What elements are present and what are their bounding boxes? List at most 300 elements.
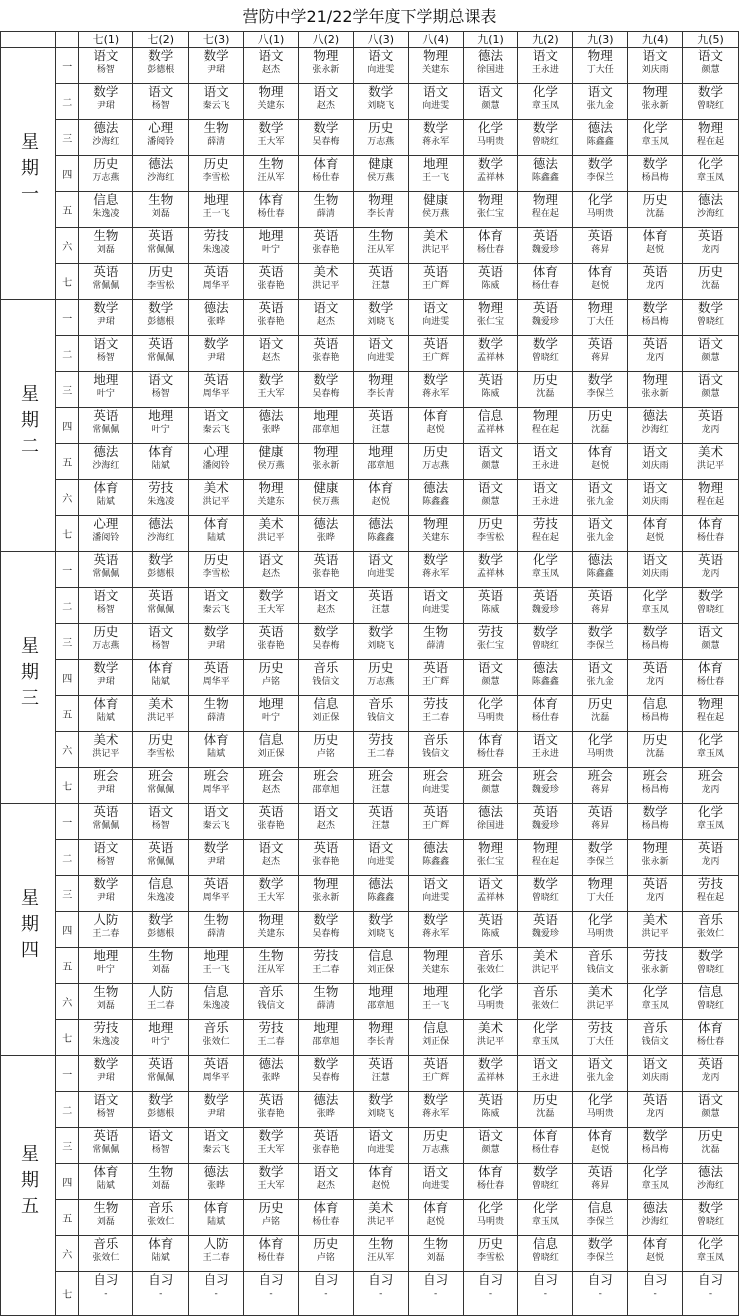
lesson-cell [463,552,518,588]
subject-name: 数学 [93,84,119,99]
teacher-name: 龙丙 [701,1073,720,1083]
lesson-cell [463,984,518,1020]
teacher-name: 赵悦 [646,1253,665,1263]
lesson-cell [353,948,408,984]
teacher-name: 尹珺 [96,893,115,903]
teacher-name: 张春艳 [257,281,285,291]
lesson-cell [408,552,463,588]
subject-name: 数学 [423,912,449,927]
subject-name: 语文 [148,1128,174,1143]
lesson-cell [683,372,739,408]
subject-name: 历史 [368,120,394,135]
subject-name: 英语 [532,228,558,243]
teacher-name: 薛清 [207,713,226,723]
lesson-cell [408,840,463,876]
lesson-cell [133,1056,189,1092]
teacher-name: 张春艳 [257,1109,285,1119]
teacher-name: 张春艳 [257,821,285,831]
subject-name: 班会 [587,768,613,783]
lesson-cell [628,480,683,516]
lesson-cell [573,552,628,588]
teacher-name: 钱信文 [312,677,340,687]
lesson-cell [573,444,628,480]
lesson-cell [244,768,299,804]
teacher-name: 秦云飞 [202,1145,230,1155]
lesson-cell [683,192,739,228]
subject-name: 美术 [93,732,119,747]
teacher-name: 陈鑫鑫 [531,677,559,687]
lesson-cell [463,840,518,876]
teacher-name: 张仁宝 [477,857,505,867]
teacher-name: 陈鑫鑫 [586,137,614,147]
lesson-cell [298,120,353,156]
teacher-name: 曾晓红 [531,1253,559,1263]
teacher-name: 刘晓飞 [367,1109,395,1119]
teacher-name: 秦云飞 [202,101,230,111]
subject-name: 音乐 [258,984,284,999]
teacher-name: 洪记平 [586,1001,614,1011]
teacher-name: 沙海红 [641,425,669,435]
teacher-name: 常佩佩 [92,569,120,579]
lesson-cell [244,696,299,732]
subject-name: 人防 [203,1236,229,1251]
lesson-cell [353,1128,408,1164]
subject-name: 地理 [93,948,119,963]
lesson-cell [244,300,299,336]
teacher-name: 彭德根 [147,317,175,327]
teacher-name: 蒋昇 [591,821,610,831]
lesson-cell [244,264,299,300]
subject-name: 生物 [203,912,229,927]
period-number: 三 [56,1128,79,1164]
subject-name: 物理 [478,192,504,207]
lesson-cell [628,948,683,984]
period-row [1,480,739,516]
lesson-cell [573,336,628,372]
lesson-cell [518,120,573,156]
lesson-cell [133,840,189,876]
teacher-name: 常佩佩 [92,821,120,831]
teacher-name: - [269,1289,273,1299]
teacher-name: 洪记平 [422,245,450,255]
lesson-cell [628,552,683,588]
lesson-cell [189,984,244,1020]
teacher-name: 刘磊 [426,1253,445,1263]
lesson-cell [683,228,739,264]
teacher-name: 龙丙 [701,245,720,255]
teacher-name: 赵悦 [371,1181,390,1191]
subject-name: 语文 [313,84,339,99]
teacher-name: 张晔 [316,1109,335,1119]
teacher-name: 王广辉 [422,353,450,363]
lesson-cell [79,228,133,264]
subject-name: 英语 [93,1128,119,1143]
subject-name: 体育 [258,192,284,207]
teacher-name: 向进雯 [422,317,450,327]
period-number: 七 [56,1020,79,1056]
teacher-name: 尹珺 [207,65,226,75]
period-row [1,696,739,732]
lesson-cell [353,156,408,192]
lesson-cell [463,300,518,336]
lesson-cell [298,948,353,984]
subject-name: 劳技 [642,948,668,963]
subject-name: 英语 [148,1056,174,1071]
teacher-name: 吴春梅 [312,389,340,399]
subject-name: 英语 [587,1164,613,1179]
class-header: 九(5) [683,32,739,48]
lesson-cell [79,264,133,300]
teacher-name: 刘磊 [151,1181,170,1191]
teacher-name: 赵悦 [371,497,390,507]
subject-name: 信息 [532,1236,558,1251]
subject-name: 体育 [148,1236,174,1251]
lesson-cell [79,732,133,768]
teacher-name: 杨昌梅 [641,317,669,327]
lesson-cell [353,408,408,444]
teacher-name: 杨仕春 [312,173,340,183]
timetable [0,31,739,1316]
teacher-name: 赵杰 [262,65,281,75]
subject-name: 德法 [368,876,394,891]
lesson-cell [189,156,244,192]
subject-name: 英语 [478,264,504,279]
lesson-cell [244,120,299,156]
teacher-name: 张晔 [207,1181,226,1191]
lesson-cell [133,192,189,228]
teacher-name: 叶宁 [151,1037,170,1047]
teacher-name: 张永新 [641,389,669,399]
subject-name: 班会 [698,768,724,783]
subject-name: 物理 [423,516,449,531]
lesson-cell [683,1020,739,1056]
teacher-name: 薛清 [316,1001,335,1011]
subject-name: 数学 [532,336,558,351]
lesson-cell [298,48,353,84]
teacher-name: 马明贵 [477,137,505,147]
teacher-name: 王广辉 [422,677,450,687]
lesson-cell [463,876,518,912]
teacher-name: 汪从军 [367,1253,395,1263]
teacher-name: 彭德根 [147,929,175,939]
subject-name: 德法 [368,516,394,531]
subject-name: 体育 [642,228,668,243]
lesson-cell [518,660,573,696]
lesson-cell [408,948,463,984]
subject-name: 地理 [148,408,174,423]
lesson-cell [408,48,463,84]
teacher-name: 王二春 [92,929,120,939]
header-corner-period [56,32,79,48]
teacher-name: 杨仕春 [477,245,505,255]
subject-name: 体育 [423,408,449,423]
subject-name: 数学 [258,1128,284,1143]
subject-name: 语文 [478,660,504,675]
lesson-cell [628,84,683,120]
period-number: 六 [56,984,79,1020]
lesson-cell [189,336,244,372]
lesson-cell [628,1092,683,1128]
period-row [1,1092,739,1128]
teacher-name: 沙海红 [641,1217,669,1227]
subject-name: 语文 [203,84,229,99]
lesson-cell [408,300,463,336]
lesson-cell [353,48,408,84]
subject-name: 信息 [313,696,339,711]
teacher-name: 李雪松 [202,173,230,183]
lesson-cell [189,912,244,948]
teacher-name: 卢铭 [262,677,281,687]
lesson-cell [133,984,189,1020]
teacher-name: 关建东 [257,929,285,939]
lesson-cell [79,768,133,804]
subject-name: 语文 [203,588,229,603]
lesson-cell [683,624,739,660]
lesson-cell [244,552,299,588]
lesson-cell [683,1272,739,1316]
teacher-name: 钱信文 [257,1001,285,1011]
lesson-cell [79,1056,133,1092]
teacher-name: 汪从军 [257,173,285,183]
subject-name: 德法 [148,516,174,531]
period-row [1,876,739,912]
lesson-cell [298,912,353,948]
subject-name: 自习 [203,1272,229,1287]
teacher-name: 沈磊 [701,281,720,291]
teacher-name: 龙丙 [646,1109,665,1119]
subject-name: 体育 [203,732,229,747]
lesson-cell [463,156,518,192]
subject-name: 数学 [258,588,284,603]
lesson-cell [573,840,628,876]
subject-name: 音乐 [698,912,724,927]
subject-name: 数学 [203,840,229,855]
subject-name: 语文 [478,876,504,891]
subject-name: 数学 [532,120,558,135]
lesson-cell [298,804,353,840]
teacher-name: 李保兰 [586,173,614,183]
lesson-cell [463,516,518,552]
lesson-cell [79,336,133,372]
teacher-name: 朱逸凌 [202,1001,230,1011]
subject-name: 英语 [313,228,339,243]
subject-name: 信息 [148,876,174,891]
subject-name: 体育 [93,696,119,711]
subject-name: 物理 [313,48,339,63]
teacher-name: 万志燕 [92,641,120,651]
subject-name: 生物 [368,228,394,243]
lesson-cell [79,84,133,120]
subject-name: 生物 [423,624,449,639]
subject-name: 德法 [587,120,613,135]
teacher-name: 尹珺 [96,1073,115,1083]
teacher-name: 万志燕 [92,173,120,183]
subject-name: 音乐 [93,1236,119,1251]
subject-name: 生物 [258,948,284,963]
teacher-name: - [653,1289,657,1299]
teacher-name: 朱逸凌 [92,209,120,219]
lesson-cell [683,444,739,480]
teacher-name: 章玉凤 [697,173,725,183]
subject-name: 英语 [368,804,394,819]
teacher-name: 邵章旭 [312,425,340,435]
teacher-name: 沈磊 [591,425,610,435]
teacher-name: 蒋昇 [591,1181,610,1191]
teacher-name: 张效仁 [202,1037,230,1047]
lesson-cell [518,1128,573,1164]
teacher-name: 朱逸凌 [147,893,175,903]
subject-name: 物理 [313,444,339,459]
teacher-name: 魏爱珍 [531,317,559,327]
lesson-cell [298,768,353,804]
subject-name: 德法 [423,840,449,855]
lesson-cell [353,1236,408,1272]
subject-name: 语文 [532,444,558,459]
period-row [1,804,739,840]
subject-name: 音乐 [368,696,394,711]
period-row [1,984,739,1020]
period-row [1,264,739,300]
subject-name: 音乐 [642,1020,668,1035]
teacher-name: 丁大任 [586,317,614,327]
subject-name: 语文 [93,48,119,63]
subject-name: 数学 [93,660,119,675]
period-number: 四 [56,660,79,696]
lesson-cell [79,696,133,732]
subject-name: 物理 [532,192,558,207]
subject-name: 英语 [423,804,449,819]
lesson-cell [298,840,353,876]
teacher-name: 杨智 [96,65,115,75]
subject-name: 数学 [642,156,668,171]
subject-name: 德法 [478,48,504,63]
subject-name: 数学 [313,912,339,927]
teacher-name: 章玉凤 [531,1217,559,1227]
subject-name: 体育 [587,264,613,279]
period-row [1,1272,739,1316]
teacher-name: 程在起 [697,713,725,723]
subject-name: 物理 [642,840,668,855]
subject-name: 英语 [642,264,668,279]
subject-name: 美术 [313,264,339,279]
subject-name: 美术 [258,516,284,531]
lesson-cell [133,1020,189,1056]
lesson-cell [79,1020,133,1056]
subject-name: 数学 [698,1200,724,1215]
subject-name: 英语 [313,840,339,855]
teacher-name: 薛清 [207,929,226,939]
subject-name: 地理 [313,408,339,423]
teacher-name: 向进雯 [367,569,395,579]
lesson-cell [463,480,518,516]
lesson-cell [189,408,244,444]
teacher-name: 王大军 [257,389,285,399]
lesson-cell [189,1020,244,1056]
teacher-name: 马明贵 [586,749,614,759]
teacher-name: 颜慧 [481,101,500,111]
subject-name: 体育 [368,1164,394,1179]
teacher-name: 洪记平 [531,965,559,975]
lesson-cell [133,300,189,336]
teacher-name: 常佩佩 [92,425,120,435]
day-label-cell [1,300,56,552]
subject-name: 心理 [203,444,229,459]
subject-name: 信息 [642,696,668,711]
subject-name: 德法 [313,516,339,531]
lesson-cell [518,624,573,660]
period-number: 六 [56,480,79,516]
lesson-cell [244,192,299,228]
subject-name: 语文 [423,300,449,315]
subject-name: 物理 [313,876,339,891]
teacher-name: 叶宁 [96,965,115,975]
period-row [1,768,739,804]
lesson-cell [408,768,463,804]
subject-name: 语文 [642,552,668,567]
lesson-cell [353,480,408,516]
lesson-cell [189,1056,244,1092]
teacher-name: 张春艳 [312,245,340,255]
lesson-cell [573,1236,628,1272]
teacher-name: 赵悦 [426,1217,445,1227]
teacher-name: 侯万燕 [422,209,450,219]
period-number: 四 [56,408,79,444]
teacher-name: 侯万燕 [257,461,285,471]
lesson-cell [408,1164,463,1200]
teacher-name: - [159,1289,163,1299]
subject-name: 语文 [532,480,558,495]
teacher-name: 赵杰 [316,317,335,327]
lesson-cell [298,732,353,768]
lesson-cell [408,732,463,768]
teacher-name: 张晔 [262,425,281,435]
period-row [1,1200,739,1236]
teacher-name: 邵章旭 [312,1037,340,1047]
subject-name: 美术 [148,696,174,711]
lesson-cell [353,192,408,228]
lesson-cell [244,732,299,768]
teacher-name: 杨智 [96,857,115,867]
subject-name: 英语 [93,552,119,567]
lesson-cell [628,1236,683,1272]
teacher-name: 章玉凤 [697,749,725,759]
subject-name: 数学 [148,48,174,63]
lesson-cell [353,516,408,552]
period-row [1,84,739,120]
teacher-name: 洪记平 [202,497,230,507]
subject-name: 英语 [532,912,558,927]
lesson-cell [189,1200,244,1236]
subject-name: 英语 [698,408,724,423]
lesson-cell [79,408,133,444]
day-label: 星期二 [18,384,39,462]
lesson-cell [573,120,628,156]
subject-name: 地理 [423,984,449,999]
subject-name: 体育 [368,480,394,495]
teacher-name: 赵杰 [316,821,335,831]
teacher-name: 张永新 [641,857,669,867]
teacher-name: 洪记平 [477,1037,505,1047]
teacher-name: 孟祥林 [477,569,505,579]
teacher-name: 丁大任 [586,1037,614,1047]
lesson-cell [683,408,739,444]
subject-name: 地理 [258,696,284,711]
day-label: 星期四 [18,888,39,966]
subject-name: 地理 [258,228,284,243]
lesson-cell [518,948,573,984]
lesson-cell [79,1128,133,1164]
lesson-cell [79,912,133,948]
